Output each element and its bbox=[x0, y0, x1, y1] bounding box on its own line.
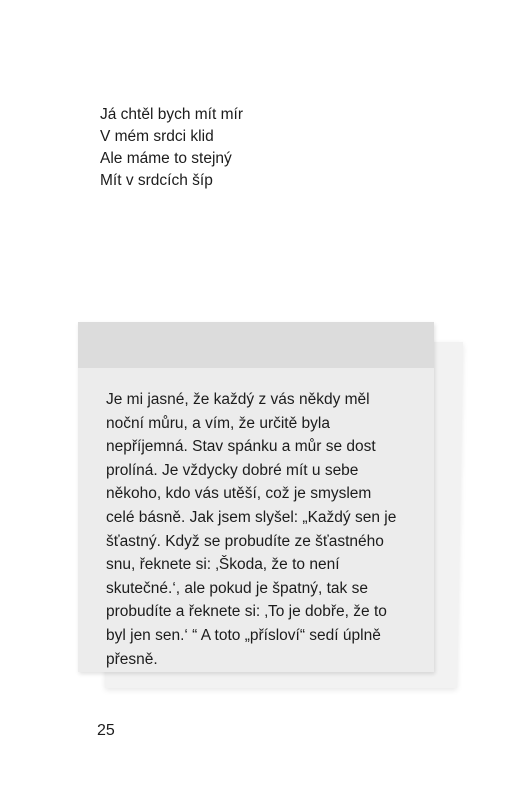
page-number: 25 bbox=[97, 722, 115, 739]
poem-line: Já chtěl bych mít mír bbox=[100, 106, 243, 123]
note-line: noční můru, a vím, že určitě byla bbox=[106, 414, 330, 432]
poem-line: Mít v srdcích šíp bbox=[100, 172, 213, 189]
note-line: snu, řeknete si: ‚Škoda, že to není bbox=[106, 556, 340, 574]
poem-line: V mém srdci klid bbox=[100, 128, 214, 145]
note-line: skutečné.‘, ale pokud je špatný, tak se bbox=[106, 579, 368, 597]
sticky-note-sheet bbox=[78, 322, 434, 672]
note-line: přesně. bbox=[106, 650, 158, 668]
note-line: šťastný. Když se probudíte ze šťastného bbox=[106, 532, 384, 550]
sticky-note-text bbox=[106, 388, 406, 671]
note-line: někoho, kdo vás utěší, což je smyslem bbox=[106, 485, 372, 503]
sticky-note-adhesive-strip bbox=[78, 322, 434, 368]
poem bbox=[100, 104, 243, 192]
poem-line: Ale máme to stejný bbox=[100, 150, 232, 167]
sticky-note bbox=[78, 322, 462, 688]
note-line: prolíná. Je vždycky dobré mít u sebe bbox=[106, 461, 359, 479]
note-line: probudíte a řeknete si: ‚To je dobře, že to bbox=[106, 603, 387, 621]
note-line: nepříjemná. Stav spánku a můr se dost bbox=[106, 438, 376, 456]
note-line: Je mi jasné, že každý z vás někdy měl bbox=[106, 391, 370, 408]
note-line: byl jen sen.‘ “ A toto „přísloví“ sedí úplně bbox=[106, 626, 381, 644]
note-line: celé básně. Jak jsem slyšel: „Každý sen je bbox=[106, 508, 397, 526]
